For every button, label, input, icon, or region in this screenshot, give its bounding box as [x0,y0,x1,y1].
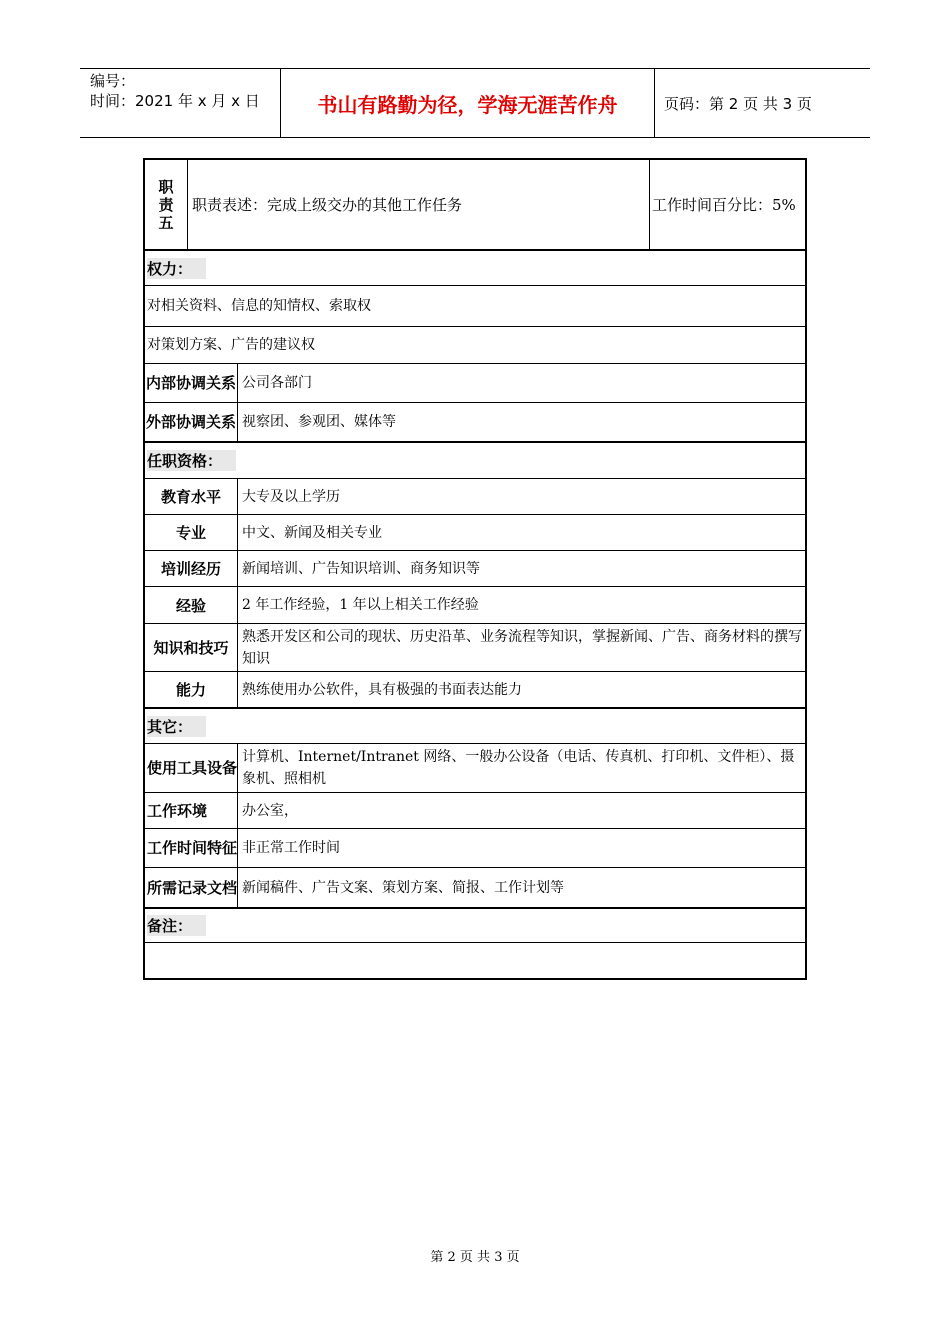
notes-value [145,943,805,978]
authority-title: 权力： [145,251,805,285]
authority-item: 对策划方案、广告的建议权 [147,337,315,353]
authority-item-row [145,286,805,327]
qualification-row [145,479,805,515]
other-label: 所需记录文档 [145,868,238,907]
other-row [145,744,805,793]
relation-row-external [145,403,805,443]
others-title: 其它： [145,709,805,743]
header-info [80,69,281,137]
qualification-row [145,551,805,587]
qualification-value: 2 年工作经验，1 年以上相关工作经验 [242,597,479,613]
qualification-value: 新闻培训、广告知识培训、商务知识等 [242,560,480,577]
job-description-table [143,158,807,980]
duty-label: 职 责 五 [145,160,188,249]
qualification-value: 熟练使用办公软件，具有极强的书面表达能力 [242,681,522,698]
relation-value: 视察团、参观团、媒体等 [242,414,396,430]
other-row [145,793,805,829]
qualification-value: 大专及以上学历 [242,488,340,505]
relation-label: 外部协调关系 [145,403,238,441]
qualification-label: 专业 [145,515,238,550]
page-footer: 第 2 页 共 3 页 [430,1250,520,1265]
page-header [80,68,870,138]
qualification-row [145,587,805,624]
other-label: 工作环境 [145,793,238,828]
notes-content-row [145,943,805,978]
other-value: 非正常工作时间 [242,840,340,856]
qualification-label: 培训经历 [145,551,238,586]
duty-description: 职责表述：完成上级交办的其他工作任务 [188,160,650,249]
other-value: 新闻稿件、广告文案、策划方案、简报、工作计划等 [242,879,564,896]
qualifications-title: 任职资格： [145,443,805,478]
relation-value: 公司各部门 [242,375,312,391]
relation-label: 内部协调关系 [145,364,238,402]
other-row [145,868,805,909]
qualification-value: 熟悉开发区和公司的现状、历史沿革、业务流程等知识，掌握新闻、广告、商务材料的撰写知识 [242,628,802,667]
header-page-label: 页码：第 2 页 共 3 页 [664,94,812,113]
others-section-row [145,709,805,744]
qualification-row [145,624,805,672]
authority-section-row [145,251,805,286]
duty-row [145,160,805,251]
qualifications-section-row [145,443,805,479]
qualification-label: 经验 [145,587,238,623]
duty-time-percent: 工作时间百分比：5% [652,195,796,214]
notes-section-row [145,909,805,943]
authority-item-row [145,327,805,364]
header-motto: 书山有路勤为径，学海无涯苦作舟 [281,69,655,137]
qualification-value: 中文、新闻及相关专业 [242,524,382,541]
other-value: 办公室， [242,802,298,819]
number-label: 编号： [90,72,136,90]
qualification-label: 能力 [145,672,238,707]
other-label: 工作时间特征 [145,829,238,867]
other-row [145,829,805,868]
other-value: 计算机、Internet/Intranet 网络、一般办公设备（电话、传真机、打印机、文件柜）、摄象机、照相机 [242,749,795,787]
time-label: 时间：2021 年 x 月 x 日 [90,92,260,110]
qualification-row [145,672,805,709]
notes-title: 备注： [145,909,805,942]
qualification-label: 知识和技巧 [145,624,238,671]
authority-item: 对相关资料、信息的知情权、索取权 [147,298,371,314]
qualification-label: 教育水平 [145,479,238,514]
other-label: 使用工具设备 [145,744,238,792]
relation-row-internal [145,364,805,403]
qualification-row [145,515,805,551]
